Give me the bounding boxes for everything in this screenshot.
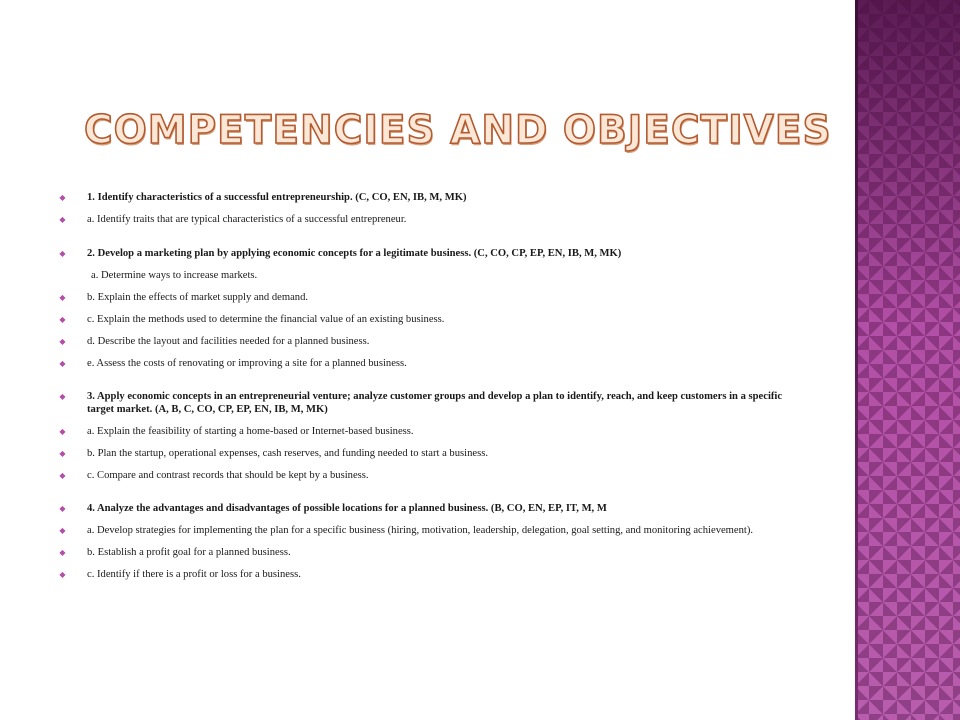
- diamond-bullet-icon: ◆: [59, 504, 66, 513]
- diamond-bullet-icon: ◆: [59, 292, 66, 302]
- list-item: [58, 503, 793, 516]
- item-text: 1. Identify characteristics of a successful entrepreneurship. (C, CO, EN, IB, M, MK): [87, 192, 467, 203]
- diamond-bullet-icon: ◆: [59, 526, 66, 535]
- slide-title: COMPETENCIES AND OBJECTIVES: [84, 108, 832, 153]
- diamond-bullet-icon: ◆: [59, 193, 66, 202]
- list-item: [58, 448, 793, 461]
- diamond-bullet-icon: ◆: [59, 314, 66, 324]
- item-text: 3. Apply economic concepts in an entrepreneurial venture; analyze customer groups and develop a plan to identify, reach, and keep customers in a specific target market. (A, B, C, CO, CP, EP, EN, IB, M, MK): [87, 391, 783, 415]
- diamond-bullet-icon: ◆: [59, 570, 66, 579]
- list-item: [58, 358, 793, 371]
- list-item: [58, 314, 793, 327]
- diamond-bullet-icon: ◆: [59, 358, 66, 368]
- list-item: [58, 547, 793, 560]
- item-text: a. Identify traits that are typical characteristics of a successful entrepreneur.: [87, 214, 407, 225]
- item-text: 2. Develop a marketing plan by applying economic concepts for a legitimate business. (C, CO, CP, EP, EN, IB, M, MK): [87, 247, 622, 259]
- list-item: [58, 569, 793, 582]
- item-text: a. Explain the feasibility of starting a home-based or Internet-based business.: [87, 425, 414, 437]
- item-text: a. Determine ways to increase markets.: [91, 269, 258, 281]
- diamond-bullet-icon: ◆: [59, 336, 66, 346]
- list-item: [58, 248, 793, 261]
- list-item: [58, 214, 793, 227]
- diamond-bullet-icon: ◆: [59, 448, 66, 458]
- item-text: d. Describe the layout and facilities needed for a planned business.: [87, 335, 370, 347]
- item-text: b. Plan the startup, operational expenses, cash reserves, and funding needed to start a business.: [87, 447, 488, 459]
- list-item: [58, 192, 793, 205]
- diamond-bullet-icon: ◆: [59, 470, 66, 480]
- item-text: b. Establish a profit goal for a planned business.: [87, 547, 291, 558]
- list-item: [58, 336, 793, 349]
- item-text: b. Explain the effects of market supply and demand.: [87, 291, 309, 303]
- item-text: c. Compare and contrast records that should be kept by a business.: [87, 469, 369, 481]
- list-item: [58, 292, 793, 305]
- side-panel-edge: [855, 0, 858, 720]
- decorative-side-panel: [855, 0, 960, 720]
- list-item: [58, 270, 793, 283]
- list-item: [58, 525, 793, 538]
- diamond-bullet-icon: ◆: [59, 548, 66, 557]
- item-text: c. Identify if there is a profit or loss for a business.: [87, 569, 301, 580]
- diamond-bullet-icon: ◆: [59, 248, 66, 258]
- item-text: c. Explain the methods used to determine the financial value of an existing business.: [87, 313, 445, 325]
- item-text: e. Assess the costs of renovating or improving a site for a planned business.: [87, 357, 407, 369]
- item-text: a. Develop strategies for implementing the plan for a specific business (hiring, motivation, leadership, delegation, goal setting, and monitoring achievement).: [87, 525, 754, 536]
- list-item: [58, 470, 793, 483]
- list-item: [58, 426, 793, 439]
- diamond-bullet-icon: ◆: [59, 215, 66, 224]
- diamond-bullet-icon: ◆: [59, 392, 66, 401]
- objectives-list: [58, 192, 793, 591]
- item-text: 4. Analyze the advantages and disadvantages of possible locations for a planned business. (B, CO, EN, EP, IT, M, M: [87, 503, 607, 514]
- diamond-bullet-icon: ◆: [59, 426, 66, 436]
- list-item: [58, 391, 793, 416]
